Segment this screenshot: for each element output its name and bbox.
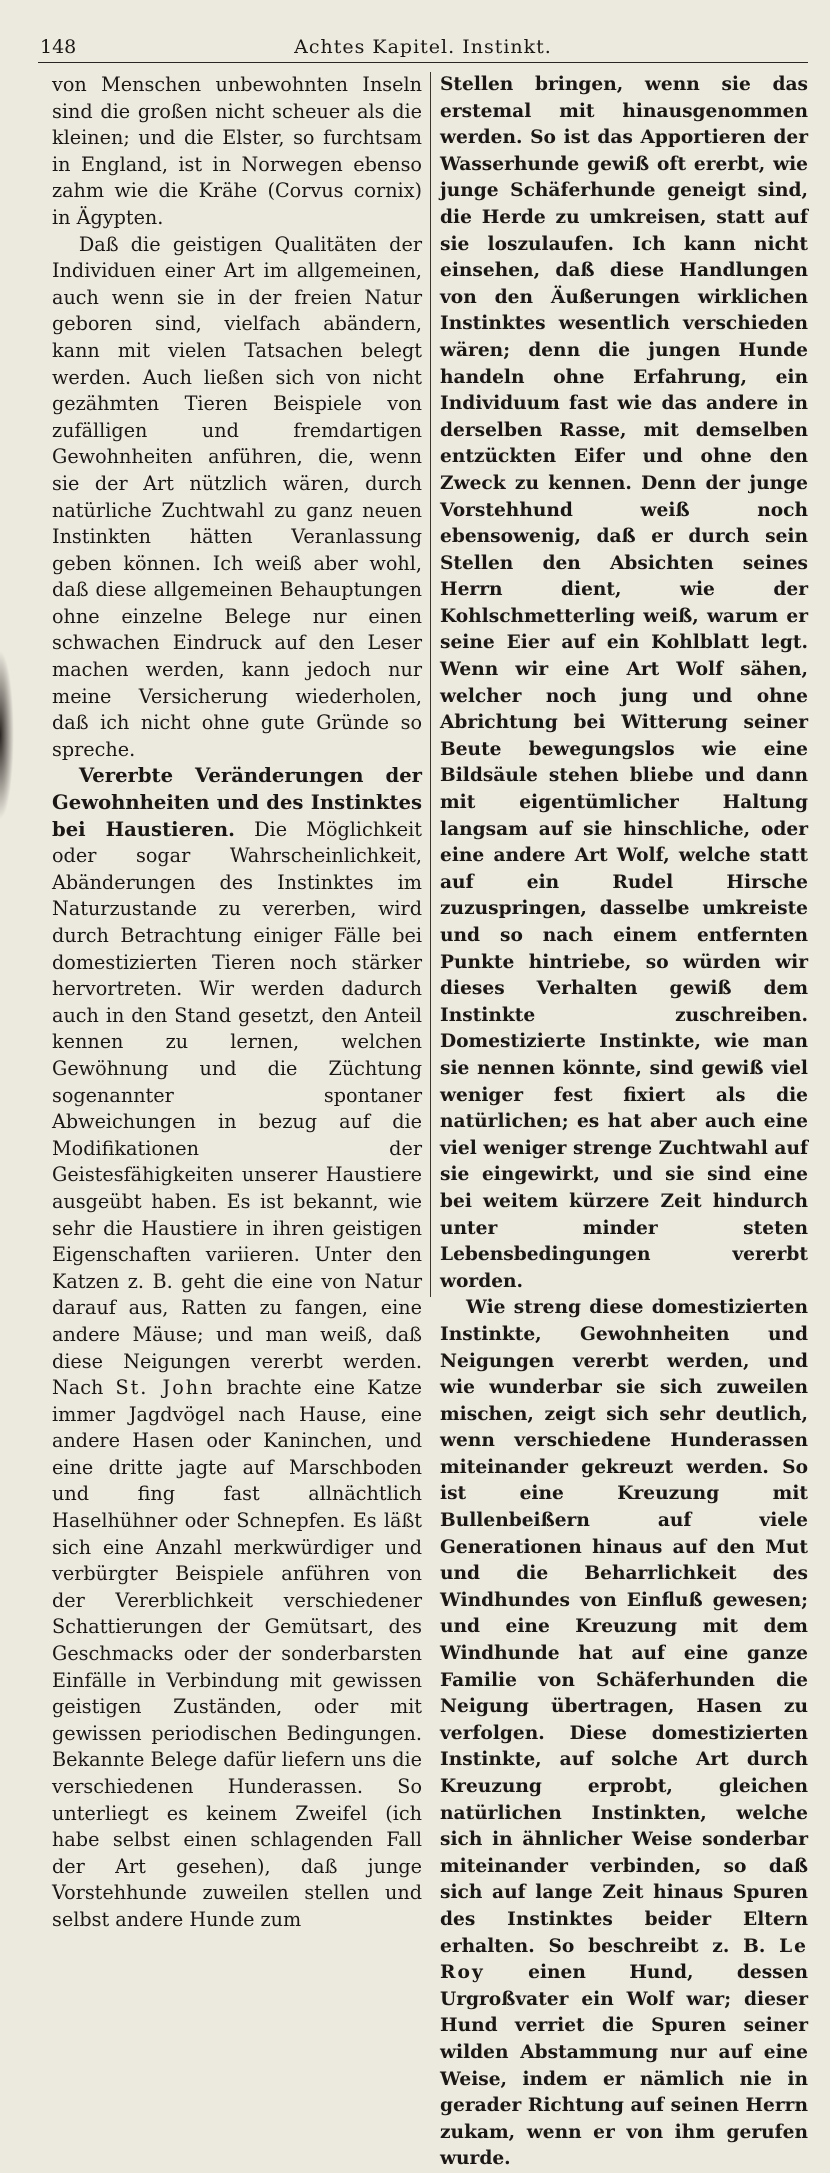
section-heading: Vererbte Veränderungen der Gewohnheiten und des Instinktes bei Haustieren. bbox=[52, 764, 422, 841]
page-number: 148 bbox=[40, 36, 77, 58]
paragraph-text: Die Möglichkeit oder sogar Wahrscheinlichkeit, Abänderungen des Instinktes im Naturzustande zu vererben, wird durch Betrachtung einiger Fälle bei domestizierten Tieren noch stärker hervortreten. Wir werden dadurch auch in den Stand gesetzt, den Anteil kennen zu lernen, welchen Gewöhnung und die Züchtung sogenannter spontaner Abweichungen in bezug auf die Modifikationen der Geistesfähigkeiten unserer Haustiere ausgeübt haben. Es ist bekannt, wie sehr die Haustiere in ihren geistigen Eigenschaften variieren. Unter den Katzen z. B. geht die eine von Natur darauf aus, Ratten zu fangen, eine andere Mäuse; und man weiß, daß diese Neigungen vererbt werden. Nach bbox=[52, 817, 422, 1400]
running-head: Achtes Kapitel. Instinkt. bbox=[294, 36, 552, 58]
paragraph: Stellen bringen, wenn sie das erstemal mit hinausgenommen werden. So ist das Apportieren der Wasserhunde gewiß oft ererbt, wie junge Schäferhunde geneigt sind, die Herde zu umkreisen, statt auf sie loszulaufen. Ich kann nicht einsehen, daß diese Handlungen von den Äußerungen wirklichen Instinktes wesentlich verschieden wären; denn die jungen Hunde handeln ohne Erfahrung, ein Individuum fast wie das andere in derselben Rasse, mit demselben entzückten Eifer und ohne den Zweck zu kennen. Denn der junge Vorstehhund weiß noch ebensowenig, daß er durch sein Stellen den Absichten seines Herrn dient, wie der Kohlschmetterling weiß, warum er seine Eier auf ein Kohlblatt legt. Wenn wir eine Art Wolf sähen, welcher noch jung und ohne Abrichtung bei Witterung seiner Beute bewegungslos wie eine Bildsäule stehen bliebe und dann mit eigentümlicher Haltung langsam auf sie hinschliche, oder eine andere Art Wolf, welche statt auf ein Rudel Hirsche zuzuspringen, dasselbe umkreiste und so nach einem entfernten Punkte hintriebe, so würden wir dieses Verhalten gewiß dem Instinkte zuschreiben. Domestizierte Instinkte, wie man sie nennen könnte, sind gewiß viel weniger fest fixiert als die natürlichen; es hat aber auch eine viel weniger strenge Zuchtwahl auf sie eingewirkt, und sie sind eine bei weitem kürzere Zeit hindurch unter minder steten Lebensbedingungen vererbt worden. bbox=[440, 74, 808, 1292]
paragraph-text: brachte eine Katze immer Jagdvögel nach Hause, eine andere Hasen oder Kaninchen, und eine dritte jagte auf Marschboden und fing fast allnächtlich Haselhühner oder Schnepfen. Es läßt sich eine Anzahl merkwürdiger und verbürgter Beispiele anführen von der Vererblichkeit verschiedener Schattierungen der Gemütsart, des Geschmacks oder der sonderbarsten Einfälle in Verbindung mit gewissen geistigen Zuständen, oder mit gewissen periodischen Bedingungen. Bekannte Belege dafür liefern uns die verschiedenen Hunderassen. So unterliegt es keinem Zweifel (ich habe selbst einen schlagenden Fall der Art gesehen), daß junge Vorstehhunde zuweilen stellen und selbst andere Hunde zum bbox=[52, 1376, 422, 1931]
column-divider bbox=[430, 72, 431, 1297]
person-name: St. John bbox=[115, 1376, 215, 1400]
paragraph: Daß die geistigen Qualitäten der Individuen einer Art im allgemeinen, auch wenn sie in der freien Natur geboren sind, vielfach abändern, kann mit vielen Tatsachen belegt werden. Auch ließen sich von nicht gezähmten Tieren Beispiele von zufälligen und fremdartigen Gewohnheiten anführen, die, wenn sie der Art nützlich wären, durch natürliche Zuchtwahl zu ganz neuen Instinkten hätten Veranlassung geben können. Ich weiß aber wohl, daß diese allgemeinen Behauptungen ohne einzelne Belege nur einen schwachen Eindruck auf den Leser machen werden, kann jedoch nur meine Versicherung wiederholen, daß ich nicht ohne gute Gründe so spreche. bbox=[52, 232, 422, 761]
paragraph bbox=[440, 1295, 808, 2173]
person-name: Le Roy bbox=[440, 1935, 808, 1984]
paragraph-text: Wie streng diese domestizierten Instinkte, Gewohnheiten und Neigungen vererbt werden, und wie wunderbar sie sich zuweilen mischen, zeigt sich sehr deutlich, wenn verschiedene Hunderassen miteinander gekreuzt werden. So ist eine Kreuzung mit Bullenbeißern auf viele Generationen hinaus auf den Mut und die Beharrlichkeit des Windhundes von Einfluß gewesen; und eine Kreuzung mit dem Windhunde hat auf eine ganze Familie von Schäferhunden die Neigung übertragen, Hasen zu verfolgen. Diese domestizierten Instinkte, auf solche Art durch Kreuzung erprobt, gleichen natürlichen Instinkten, welche sich in ähnlicher Weise sonderbar miteinander verbinden, so daß sich auf lange Zeit hinaus Spuren des Instinktes beider Eltern erhalten. So beschreibt z. B. bbox=[440, 1297, 808, 1957]
binding-shadow bbox=[0, 650, 14, 820]
header-rule bbox=[38, 62, 808, 63]
page-header bbox=[38, 24, 808, 64]
paragraph bbox=[52, 763, 422, 1933]
paragraph-text: einen Hund, dessen Urgroßvater ein Wolf war; dieser Hund verriet die Spuren seiner wilden Abstammung nur auf eine Weise, indem er nämlich nie in gerader Richtung auf seinen Herrn zukam, wenn er von ihm gerufen wurde. bbox=[440, 1962, 808, 2170]
left-column bbox=[52, 72, 422, 1931]
right-column bbox=[440, 72, 808, 2170]
paragraph: von Menschen unbewohnten Inseln sind die großen nicht scheuer als die kleinen; und die Elster, so furchtsam in England, ist in Norwegen ebenso zahm wie die Krähe (Corvus cornix) in Ägypten. bbox=[52, 73, 422, 229]
